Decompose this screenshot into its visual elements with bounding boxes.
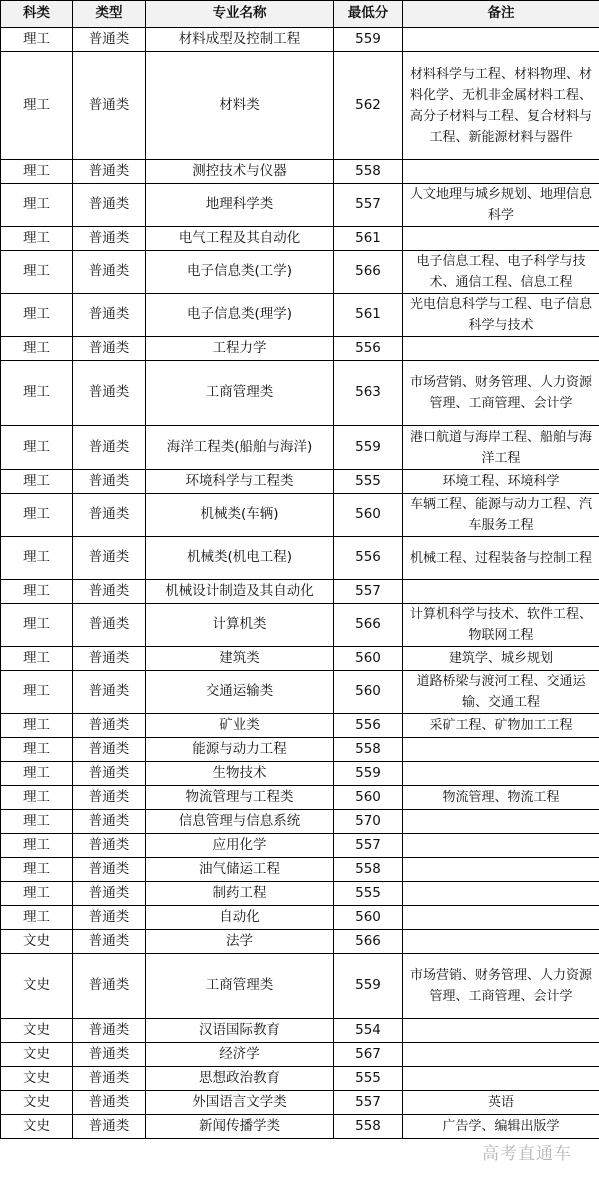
- notes-cell: [403, 810, 599, 834]
- notes-cell: 光电信息科学与工程、电子信息科学与技术: [403, 294, 599, 337]
- type-cell: 普通类: [73, 604, 146, 647]
- table-row: [1, 647, 599, 671]
- notes-cell: 物流管理、物流工程: [403, 786, 599, 810]
- table-row: [1, 28, 599, 52]
- min-score-cell: 563: [334, 361, 403, 426]
- type-cell: 普通类: [73, 762, 146, 786]
- notes-cell: 机械工程、过程装备与控制工程: [403, 537, 599, 580]
- notes-cell: [403, 762, 599, 786]
- category-cell: 理工: [1, 714, 73, 738]
- type-cell: 普通类: [73, 337, 146, 361]
- table-row: [1, 52, 599, 160]
- type-cell: 普通类: [73, 426, 146, 470]
- type-cell: 普通类: [73, 361, 146, 426]
- header-major-name: 专业名称: [146, 1, 334, 28]
- type-cell: 普通类: [73, 834, 146, 858]
- major-name-cell: 测控技术与仪器: [146, 160, 334, 184]
- notes-cell: [403, 858, 599, 882]
- min-score-cell: 555: [334, 470, 403, 494]
- table-row: [1, 361, 599, 426]
- min-score-cell: 557: [334, 834, 403, 858]
- type-cell: 普通类: [73, 28, 146, 52]
- type-cell: 普通类: [73, 52, 146, 160]
- notes-cell: [403, 28, 599, 52]
- major-name-cell: 经济学: [146, 1043, 334, 1067]
- type-cell: 普通类: [73, 184, 146, 227]
- major-name-cell: 工商管理类: [146, 954, 334, 1019]
- type-cell: 普通类: [73, 786, 146, 810]
- type-cell: 普通类: [73, 810, 146, 834]
- notes-cell: [403, 1067, 599, 1091]
- type-cell: 普通类: [73, 470, 146, 494]
- table-row: [1, 160, 599, 184]
- min-score-cell: 561: [334, 294, 403, 337]
- table-row: [1, 930, 599, 954]
- type-cell: 普通类: [73, 738, 146, 762]
- min-score-cell: 566: [334, 251, 403, 294]
- major-name-cell: 生物技术: [146, 762, 334, 786]
- category-cell: 理工: [1, 537, 73, 580]
- notes-cell: 车辆工程、能源与动力工程、汽车服务工程: [403, 494, 599, 537]
- category-cell: 理工: [1, 361, 73, 426]
- major-name-cell: 电子信息类(工学): [146, 251, 334, 294]
- table-row: [1, 834, 599, 858]
- type-cell: 普通类: [73, 251, 146, 294]
- table-row: [1, 604, 599, 647]
- category-cell: 理工: [1, 604, 73, 647]
- type-cell: 普通类: [73, 1067, 146, 1091]
- min-score-cell: 566: [334, 930, 403, 954]
- min-score-cell: 556: [334, 537, 403, 580]
- major-name-cell: 材料成型及控制工程: [146, 28, 334, 52]
- table-row: [1, 671, 599, 714]
- category-cell: 理工: [1, 882, 73, 906]
- notes-cell: [403, 906, 599, 930]
- major-name-cell: 地理科学类: [146, 184, 334, 227]
- major-name-cell: 交通运输类: [146, 671, 334, 714]
- table-row: [1, 1115, 599, 1139]
- min-score-cell: 567: [334, 1043, 403, 1067]
- notes-cell: 市场营销、财务管理、人力资源管理、工商管理、会计学: [403, 954, 599, 1019]
- type-cell: 普通类: [73, 954, 146, 1019]
- min-score-cell: 566: [334, 604, 403, 647]
- notes-cell: [403, 227, 599, 251]
- min-score-cell: 560: [334, 494, 403, 537]
- table-row: [1, 906, 599, 930]
- major-name-cell: 建筑类: [146, 647, 334, 671]
- table-row: [1, 1091, 599, 1115]
- major-name-cell: 制药工程: [146, 882, 334, 906]
- type-cell: 普通类: [73, 714, 146, 738]
- notes-cell: 道路桥梁与渡河工程、交通运输、交通工程: [403, 671, 599, 714]
- min-score-cell: 562: [334, 52, 403, 160]
- table-row: [1, 738, 599, 762]
- type-cell: 普通类: [73, 580, 146, 604]
- category-cell: 理工: [1, 671, 73, 714]
- category-cell: 理工: [1, 580, 73, 604]
- min-score-cell: 558: [334, 858, 403, 882]
- table-row: [1, 786, 599, 810]
- min-score-cell: 560: [334, 671, 403, 714]
- min-score-cell: 559: [334, 28, 403, 52]
- category-cell: 理工: [1, 52, 73, 160]
- category-cell: 理工: [1, 28, 73, 52]
- category-cell: 文史: [1, 954, 73, 1019]
- category-cell: 理工: [1, 647, 73, 671]
- category-cell: 理工: [1, 184, 73, 227]
- min-score-cell: 559: [334, 954, 403, 1019]
- notes-cell: 电子信息工程、电子科学与技术、通信工程、信息工程: [403, 251, 599, 294]
- category-cell: 文史: [1, 1067, 73, 1091]
- major-name-cell: 矿业类: [146, 714, 334, 738]
- min-score-cell: 557: [334, 1091, 403, 1115]
- major-name-cell: 物流管理与工程类: [146, 786, 334, 810]
- category-cell: 理工: [1, 294, 73, 337]
- category-cell: 理工: [1, 470, 73, 494]
- major-name-cell: 计算机类: [146, 604, 334, 647]
- header-type: 类型: [73, 1, 146, 28]
- header-row: [1, 1, 599, 28]
- table-row: [1, 470, 599, 494]
- table-row: [1, 580, 599, 604]
- notes-cell: 采矿工程、矿物加工工程: [403, 714, 599, 738]
- notes-cell: 广告学、编辑出版学: [403, 1115, 599, 1139]
- type-cell: 普通类: [73, 1043, 146, 1067]
- category-cell: 理工: [1, 858, 73, 882]
- category-cell: 文史: [1, 930, 73, 954]
- table-row: [1, 762, 599, 786]
- table-row: [1, 1067, 599, 1091]
- type-cell: 普通类: [73, 1091, 146, 1115]
- major-name-cell: 电子信息类(理学): [146, 294, 334, 337]
- category-cell: 文史: [1, 1115, 73, 1139]
- min-score-cell: 557: [334, 184, 403, 227]
- min-score-cell: 556: [334, 337, 403, 361]
- category-cell: 理工: [1, 810, 73, 834]
- min-score-cell: 559: [334, 426, 403, 470]
- min-score-cell: 554: [334, 1019, 403, 1043]
- category-cell: 理工: [1, 337, 73, 361]
- table-row: [1, 426, 599, 470]
- min-score-cell: 555: [334, 1067, 403, 1091]
- notes-cell: [403, 1043, 599, 1067]
- notes-cell: 环境工程、环境科学: [403, 470, 599, 494]
- category-cell: 理工: [1, 762, 73, 786]
- category-cell: 理工: [1, 227, 73, 251]
- table-body: [1, 28, 599, 1139]
- table-row: [1, 337, 599, 361]
- notes-cell: 建筑学、城乡规划: [403, 647, 599, 671]
- notes-cell: [403, 930, 599, 954]
- min-score-cell: 557: [334, 580, 403, 604]
- watermark-text: 高考直通车: [482, 1144, 572, 1164]
- table-row: [1, 294, 599, 337]
- category-cell: 理工: [1, 251, 73, 294]
- category-cell: 文史: [1, 1091, 73, 1115]
- type-cell: 普通类: [73, 1115, 146, 1139]
- table-row: [1, 1043, 599, 1067]
- min-score-cell: 560: [334, 906, 403, 930]
- type-cell: 普通类: [73, 227, 146, 251]
- notes-cell: 市场营销、财务管理、人力资源管理、工商管理、会计学: [403, 361, 599, 426]
- type-cell: 普通类: [73, 294, 146, 337]
- major-name-cell: 应用化学: [146, 834, 334, 858]
- table-row: [1, 184, 599, 227]
- table-row: [1, 1019, 599, 1043]
- notes-cell: [403, 337, 599, 361]
- min-score-cell: 560: [334, 786, 403, 810]
- category-cell: 文史: [1, 1043, 73, 1067]
- min-score-cell: 561: [334, 227, 403, 251]
- major-name-cell: 环境科学与工程类: [146, 470, 334, 494]
- major-name-cell: 信息管理与信息系统: [146, 810, 334, 834]
- min-score-cell: 560: [334, 647, 403, 671]
- major-name-cell: 机械类(机电工程): [146, 537, 334, 580]
- type-cell: 普通类: [73, 537, 146, 580]
- type-cell: 普通类: [73, 647, 146, 671]
- major-name-cell: 法学: [146, 930, 334, 954]
- major-name-cell: 外国语言文学类: [146, 1091, 334, 1115]
- table-row: [1, 537, 599, 580]
- notes-cell: 计算机科学与技术、软件工程、物联网工程: [403, 604, 599, 647]
- min-score-cell: 570: [334, 810, 403, 834]
- notes-cell: 港口航道与海岸工程、船舶与海洋工程: [403, 426, 599, 470]
- major-name-cell: 自动化: [146, 906, 334, 930]
- table-row: [1, 227, 599, 251]
- notes-cell: [403, 834, 599, 858]
- table-row: [1, 494, 599, 537]
- type-cell: 普通类: [73, 1019, 146, 1043]
- table-row: [1, 810, 599, 834]
- major-name-cell: 电气工程及其自动化: [146, 227, 334, 251]
- major-name-cell: 油气储运工程: [146, 858, 334, 882]
- major-name-cell: 新闻传播学类: [146, 1115, 334, 1139]
- type-cell: 普通类: [73, 494, 146, 537]
- category-cell: 理工: [1, 160, 73, 184]
- category-cell: 理工: [1, 906, 73, 930]
- min-score-cell: 558: [334, 160, 403, 184]
- notes-cell: [403, 1019, 599, 1043]
- category-cell: 理工: [1, 834, 73, 858]
- min-score-cell: 555: [334, 882, 403, 906]
- header-min-score: 最低分: [334, 1, 403, 28]
- min-score-cell: 559: [334, 762, 403, 786]
- table-row: [1, 251, 599, 294]
- notes-cell: 材料科学与工程、材料物理、材料化学、无机非金属材料工程、高分子材料与工程、复合材料与工程、新能源材料与器件: [403, 52, 599, 160]
- major-name-cell: 工程力学: [146, 337, 334, 361]
- major-name-cell: 海洋工程类(船舶与海洋): [146, 426, 334, 470]
- min-score-cell: 558: [334, 738, 403, 762]
- type-cell: 普通类: [73, 858, 146, 882]
- category-cell: 理工: [1, 786, 73, 810]
- table-row: [1, 954, 599, 1019]
- major-name-cell: 能源与动力工程: [146, 738, 334, 762]
- min-score-cell: 558: [334, 1115, 403, 1139]
- category-cell: 理工: [1, 494, 73, 537]
- category-cell: 理工: [1, 426, 73, 470]
- header-category: 科类: [1, 1, 73, 28]
- notes-cell: 人文地理与城乡规划、地理信息科学: [403, 184, 599, 227]
- notes-cell: [403, 580, 599, 604]
- table-row: [1, 714, 599, 738]
- header-notes: 备注: [403, 1, 599, 28]
- category-cell: 理工: [1, 738, 73, 762]
- type-cell: 普通类: [73, 671, 146, 714]
- type-cell: 普通类: [73, 930, 146, 954]
- min-score-cell: 556: [334, 714, 403, 738]
- notes-cell: [403, 738, 599, 762]
- major-name-cell: 汉语国际教育: [146, 1019, 334, 1043]
- type-cell: 普通类: [73, 906, 146, 930]
- major-name-cell: 机械设计制造及其自动化: [146, 580, 334, 604]
- notes-cell: 英语: [403, 1091, 599, 1115]
- table-row: [1, 858, 599, 882]
- type-cell: 普通类: [73, 160, 146, 184]
- major-name-cell: 材料类: [146, 52, 334, 160]
- type-cell: 普通类: [73, 882, 146, 906]
- table-row: [1, 882, 599, 906]
- major-name-cell: 机械类(车辆): [146, 494, 334, 537]
- major-name-cell: 工商管理类: [146, 361, 334, 426]
- notes-cell: [403, 160, 599, 184]
- major-name-cell: 思想政治教育: [146, 1067, 334, 1091]
- notes-cell: [403, 882, 599, 906]
- category-cell: 文史: [1, 1019, 73, 1043]
